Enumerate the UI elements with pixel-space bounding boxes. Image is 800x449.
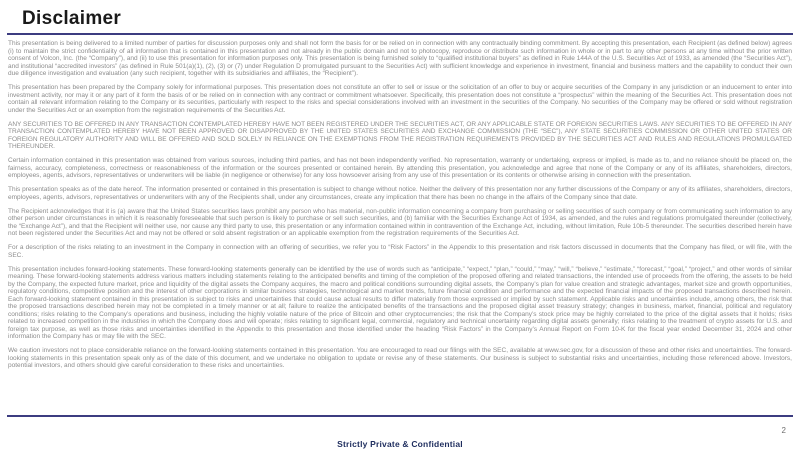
page-title: Disclaimer — [22, 8, 122, 29]
disclaimer-paragraph: The Recipient acknowledges that it is (a) aware that the United States securities laws prohibit any person who has material, non-public information concerning a company from purchasing or selling securities of such company or from communicating such information to any other person under circumstances in which it is reasonably foreseeable that such person is likely to purchase or sell such securities, and (b) familiar with the Securities Exchange Act of 1934, as amended, and the rules and regulations promulgated thereunder (collectively, the “Exchange Act”), and that the Recipient will neither use, nor cause any third party to use, this presentation or any information contained within in contravention of the Exchange Act, including, without limitation, Rule 10b-5 thereunder. The securities described herein have not been registered under the Securities Act and may not be offered or sold absent registration or an applicable exemption from the registration requirements of the Securities Act. — [8, 207, 792, 237]
disclaimer-paragraph: This presentation includes forward-looking statements. These forward-looking statements generally can be identified by the use of words such as “anticipate,” “expect,” “plan,” “could,” “may,” “will,” “believe,” “estimate,” “forecast,” “goal,” “project,” and other words of similar meaning. These forward-looking statements address various matters including statements relating to the anticipated benefits and timing of the completion of the proposed offering and related transactions, the intended use of proceeds from the offering, the assets to be held by the Company, the expected future market, price and liquidity of the digital assets the Company acquires, the macro and political conditions surrounding digital assets, the Company’s plan for value creation and strategic advantages, market size and growth opportunities, regulatory conditions, competitive position and the interest of other corporations in similar business strategies, technological and market trends, future financial condition and performance and the expected financial impacts of the proposed transactions described herein. Each forward-looking statement contained in this presentation is subject to risks and uncertainties that could cause actual results to differ materially from those expressed or implied by such statement. Applicable risks and uncertainties include, among others, the risk that the proposed transactions described herein may not be completed in a timely manner or at all; failure to realize the anticipated benefits of the transactions and the proposed digital asset treasury strategy; changes in business, market, financial, political and regulatory conditions; risks relating to the Company’s operations and business, including the highly volatile nature of the price of Bitcoin and other cryptocurrencies; the risk that the Company’s stock price may be highly correlated to the price of the digital assets that it holds; risks related to increased competition in the industries in which the Company does and will operate; risks relating to significant legal, commercial, regulatory and technical uncertainty regarding digital assets generally; risks relating to the treatment of crypto assets for U.S. and foreign tax purpose, as well as those risks and uncertainties identified in the Appendix to this presentation and those identified under the heading “Risk Factors” in the Company’s Annual Report on Form 10-K for the fiscal year ended December 31, 2024 and other information the Company has or may file with the SEC. — [8, 265, 792, 340]
footer-confidential-label: Strictly Private & Confidential — [337, 439, 463, 449]
page-number: 2 — [781, 426, 786, 435]
disclaimer-paragraph: This presentation has been prepared by the Company solely for informational purposes. This presentation does not constitute an offer to sell or issue or the solicitation of an offer to buy or acquire securities of the Company in any jurisdiction or an inducement to enter into investment activity, nor may it or any part of it form the basis of or be relied on in connection with any contract or commitment whatsoever. Specifically, this presentation does not constitute a “prospectus” within the meaning of the Securities Act. This presentation does not contain all relevant information relating to the Company or its securities, particularly with respect to the risks and special considerations involved with an investment in the securities of the Company. No securities of the Company may be offered or sold without registration under the Securities Act or an exemption from the registration requirements of the Securities Act. — [8, 84, 792, 114]
disclaimer-paragraph: This presentation is being delivered to a limited number of parties for discussion purposes only and shall not form the basis for or be relied on in connection with any contractually binding commitment. By accepting this presentation, each Recipient (as defined below) agrees (i) to maintain the strict confidentiality of all information that is contained in this presentation and not already in the public domain and not to photocopy, reproduce or distribute such information in whole or in part to any other persons at any time without the prior written consent of Volcon, Inc. (the “Company”), and (ii) to use this presentation for information purposes only. This presentation is being furnished solely to “qualified institutional buyers” as defined in Rule 144A of the U.S. Securities Act of 1933, as amended (the “Securities Act”), and institutional “accredited investors” (as defined in Rule 501(a)(1), (2), (3) or (7) under Regulation D promulgated pursuant to the Securities Act) with sufficient knowledge and experience in investment, financial and business matters and the capability to conduct their own due diligence investigation and evaluation (any such recipient, together with its subsidiaries and affiliates, the “Recipient”). — [8, 40, 792, 77]
disclaimer-paragraph: This presentation speaks as of the date hereof. The information presented or contained in this presentation is subject to change without notice. Neither the delivery of this presentation nor any further discussions of the Company or any of its affiliates, shareholders, directors, employees, agents, advisors, representatives or underwriters with any of the Recipients shall, under any circumstances, create any implication that there has been no change in the affairs of the Company since that date. — [8, 186, 792, 201]
title-divider — [7, 33, 793, 35]
footer-divider — [7, 415, 793, 417]
disclaimer-paragraph: For a description of the risks relating to an investment in the Company in connection with an offering of securities, we refer you to “Risk Factors” in the Appendix to this presentation and risk factors discussed in documents that the Company has filed, or will file, with the SEC. — [8, 244, 792, 259]
disclaimer-body — [8, 40, 792, 376]
disclaimer-paragraph: ANY SECURITIES TO BE OFFERED IN ANY TRANSACTION CONTEMPLATED HEREBY HAVE NOT BEEN REGISTERED UNDER THE SECURITIES ACT, OR ANY APPLICABLE STATE OR FOREIGN SECURITIES LAWS. ANY SECURITIES TO BE OFFERED IN ANY TRANSACTION CONTEMPLATED HEREBY HAVE NOT BEEN APPROVED OR DISAPPROVED BY THE UNITED STATES SECURITIES AND EXCHANGE COMMISSION (THE “SEC”), ANY STATE SECURITIES COMMISSION OR OTHER UNITED STATES OR FOREIGN REGULATORY AUTHORITY AND WILL BE OFFERED AND SOLD SOLELY IN RELIANCE ON THE EXEMPTIONS FROM THE REGISTRATION REQUIREMENTS PROVIDED BY THE SECURITIES ACT AND RULES AND REGULATIONS PROMULGATED THEREUNDER. — [8, 120, 792, 150]
disclaimer-paragraph: We caution investors not to place considerable reliance on the forward-looking statements contained in this presentation. You are encouraged to read our filings with the SEC, available at www.sec.gov, for a discussion of these and other risks and uncertainties. The forward-looking statements in this presentation speak only as of the date of this document, and we undertake no obligation to update or revise any of these statements. Our business is subject to substantial risks and uncertainties, including those referenced above. Investors, potential investors, and others should give careful consideration to these risks and uncertainties. — [8, 347, 792, 369]
disclaimer-paragraph: Certain information contained in this presentation was obtained from various sources, including third parties, and has not been independently verified. No representation, warranty or undertaking, express or implied, is made as to, and no reliance should be placed on, the fairness, accuracy, completeness, correctness or reasonableness of the information or the sources presented or contained herein. By attending this presentation, you acknowledge and agree that none of the Company or any of its affiliates, shareholders, directors, employees, agents, advisors, representatives or underwriters will be liable (in negligence or otherwise) for any loss howsoever arising from any use of this presentation or its contents or otherwise arising in connection with the presentation. — [8, 157, 792, 179]
disclaimer-slide — [0, 8, 800, 449]
